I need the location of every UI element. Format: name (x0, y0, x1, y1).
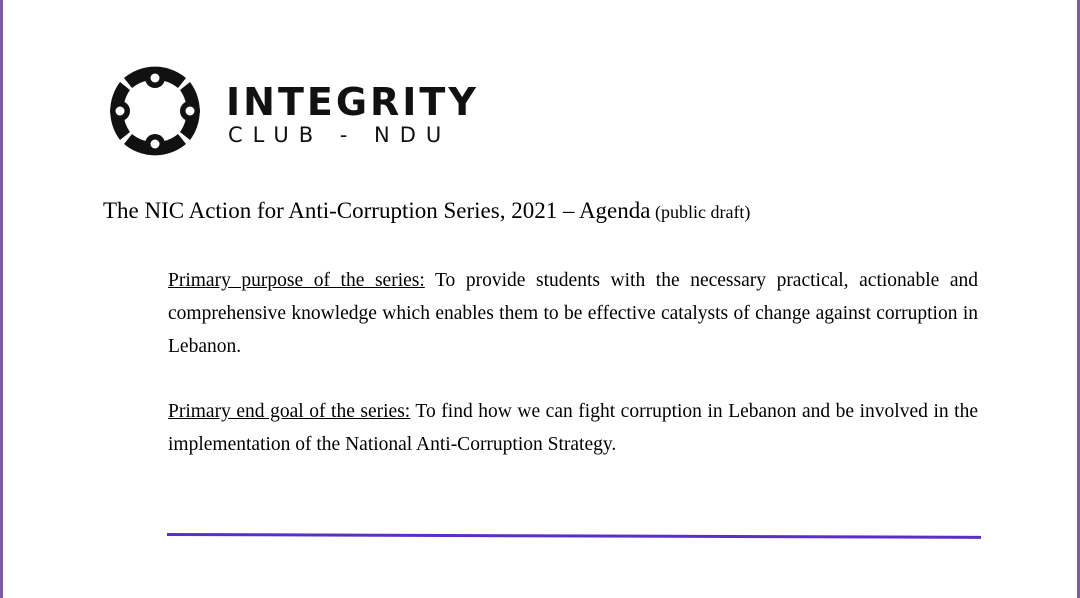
brand-subtitle: CLUB - NDU (228, 123, 452, 147)
goal-paragraph (168, 395, 978, 461)
title-dash: – (557, 198, 579, 223)
goal-text: To find how we can fight corruption in Lebanon and be involved in the implementation of the National Anti-Corruption Strategy. (168, 401, 978, 455)
title-note: (public draft) (650, 202, 751, 222)
page-left-border (0, 0, 3, 598)
goal-label: Primary end goal of the series: (168, 401, 411, 422)
brand-name: INTEGRITY (226, 80, 479, 124)
integrity-circle-people-icon (100, 58, 210, 164)
title-main: The NIC Action for Anti-Corruption Series, 2021 (103, 198, 558, 223)
document-title (103, 196, 750, 227)
section-divider (167, 533, 981, 539)
title-agenda: Agenda (578, 198, 651, 223)
purpose-paragraph (168, 264, 978, 363)
purpose-text: To provide students with the necessary practical, actionable and comprehensive knowledge which enables them to be effective catalysts of change against corruption in Lebanon. (168, 270, 979, 357)
purpose-label: Primary purpose of the series: (168, 270, 425, 291)
